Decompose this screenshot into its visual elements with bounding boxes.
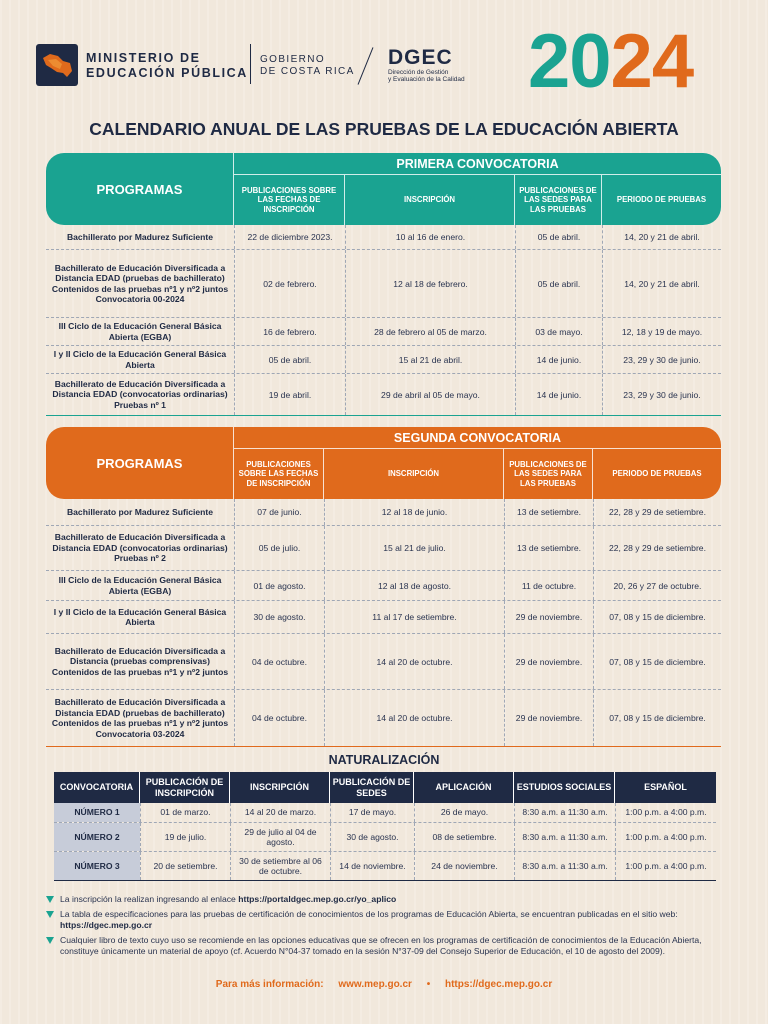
naturalizacion-title: NATURALIZACIÓN [328,753,440,767]
dgec-logo: DGEC [388,46,453,69]
primera-convocatoria-table [46,153,721,416]
program-name: III Ciclo de la Educación General Básica Abierta (EGBA) [58,321,222,342]
table-row [46,526,721,571]
convocatoria-title: PRIMERA CONVOCATORIA [234,153,721,175]
table-row [46,318,721,346]
periodo-date: 23, 29 y 30 de junio. [602,346,721,373]
col-header-inscripcion: INSCRIPCIÓN [345,175,515,225]
program-name: Bachillerato de Educación Diversificada a Distancia EDAD (pruebas de bachillerato) Contenidos de las pruebas nº1 y nº2 juntos Convocatoria 00-2024 [51,262,229,304]
sedes-date: 14 de junio. [515,346,602,373]
header-slash [358,47,374,84]
periodo-date: 23, 29 y 30 de junio. [602,374,721,415]
inscripcion-date: 10 al 16 de enero. [345,225,515,249]
notes-list [46,894,724,961]
col-header-espanol: ESPAÑOL [644,782,687,793]
periodo-date: 07, 08 y 15 de diciembre. [593,601,721,633]
pub-date: 04 de octubre. [234,690,324,746]
periodo-date: 12, 18 y 19 de mayo. [602,318,721,345]
col-header-pub: PUBLICACIONES SOBRE LAS FECHAS DE INSCRIPCIÓN [234,175,345,225]
col-header-periodo: PERIODO DE PRUEBAS [616,195,707,205]
ministry-name: MINISTERIO DE EDUCACIÓN PÚBLICA [86,51,248,80]
header [0,0,768,110]
note-item: La inscripción la realizan ingresando al enlace https://portaldgec.mep.go.cr/yo_aplico [46,894,724,906]
sedes-date: 03 de mayo. [515,318,602,345]
mep-logo [36,44,78,86]
inscripcion-date: 12 al 18 de agosto. [324,571,504,600]
program-name: Bachillerato de Educación Diversificada a Distancia (pruebas comprensivas) Contenidos de las pruebas nº1 y nº2 juntos [51,645,229,677]
periodo-date: 07, 08 y 15 de diciembre. [593,690,721,746]
col-header-pub-sedes: PUBLICACIÓN DE SEDES [330,772,414,803]
pub-date: 19 de abril. [234,374,345,415]
inscripcion-date: 30 de setiembre al 06 de octubre. [230,852,330,880]
naturalizacion-header [54,772,716,803]
col-header-estudios-sociales: ESTUDIOS SOCIALES [514,772,615,803]
pub-sedes-date: 30 de agosto. [330,823,414,851]
dgec-subtitle: Dirección de Gestión y Evaluación de la Calidad [388,69,465,83]
sedes-date: 11 de octubre. [504,571,593,600]
convocatoria-number: NÚMERO 1 [54,803,140,822]
segunda-convocatoria-table [46,427,721,747]
program-name: Bachillerato por Madurez Suficiente [66,231,214,242]
sedes-date: 29 de noviembre. [504,634,593,689]
inscripcion-date: 12 al 18 de febrero. [345,250,515,317]
table-row [46,499,721,526]
inscripcion-date: 14 al 20 de octubre. [324,634,504,689]
col-header-convocatoria: CONVOCATORIA [54,772,140,803]
pub-inscripcion-date: 20 de setiembre. [140,852,230,880]
aplicacion-date: 24 de noviembre. [414,852,514,880]
table-row [54,803,716,823]
convocatoria-number: NÚMERO 3 [54,852,140,880]
costa-rica-map-icon [36,44,78,86]
col-header-sedes: PUBLICACIONES DE LAS SEDES PARA LAS PRUEBAS [515,175,602,225]
pub-date: 02 de febrero. [234,250,345,317]
sedes-date: 13 de setiembre. [504,526,593,570]
sedes-date: 29 de noviembre. [504,690,593,746]
footer-separator: • [426,979,431,990]
table-row [46,225,721,250]
sedes-date: 14 de junio. [515,374,602,415]
col-header-inscripcion: INSCRIPCIÓN [230,772,330,803]
estudios-sociales-time: 8:30 a.m. a 11:30 a.m. [514,803,615,822]
program-name: I y II Ciclo de la Educación General Básica Abierta [53,349,227,370]
inscripcion-date: 15 al 21 de julio. [324,526,504,570]
segunda-header [46,427,721,499]
inscripcion-date: 12 al 18 de junio. [324,499,504,525]
inscripcion-date: 29 de julio al 04 de agosto. [230,823,330,851]
program-name: Bachillerato de Educación Diversificada a Distancia EDAD (convocatorias ordinarias) Pruebas nº 2 [52,532,228,564]
program-name: I y II Ciclo de la Educación General Básica Abierta [53,606,227,627]
col-header-sedes: PUBLICACIONES DE LAS SEDES PARA LAS PRUEBAS [504,449,593,499]
col-header-aplicacion: APLICACIÓN [414,772,514,803]
periodo-date: 07, 08 y 15 de diciembre. [593,634,721,689]
government-name: GOBIERNO DE COSTA RICA [260,54,355,77]
estudios-sociales-time: 8:30 a.m. a 11:30 a.m. [514,823,615,851]
program-name: Bachillerato de Educación Diversificada a Distancia EDAD (pruebas de bachillerato) Contenidos de las pruebas nº1 y nº2 juntos Convocatoria 03-2024 [51,697,229,739]
pub-date: 05 de abril. [234,346,345,373]
col-header-pub: PUBLICACIONES SOBRE LAS FECHAS DE INSCRIPCIÓN [234,449,324,499]
programs-header: PROGRAMAS [46,427,234,499]
espanol-time: 1:00 p.m. a 4:00 p.m. [615,852,716,880]
note-item: La tabla de especificaciones para las pruebas de certificación de conocimientos de los programas de Educación Abierta, se encuentran publicadas en el sitio web: https://dgec.mep.go.cr [46,909,724,932]
dgec-site-link[interactable]: https://dgec.mep.go.cr [60,920,153,930]
pub-date: 16 de febrero. [234,318,345,345]
periodo-date: 14, 20 y 21 de abril. [602,250,721,317]
inscripcion-date: 29 de abril al 05 de mayo. [345,374,515,415]
sedes-date: 13 de setiembre. [504,499,593,525]
inscripcion-date: 14 al 20 de marzo. [230,803,330,822]
inscripcion-date: 15 al 21 de abril. [345,346,515,373]
pub-sedes-date: 17 de mayo. [330,803,414,822]
segunda-rows [46,499,721,747]
program-name: Bachillerato por Madurez Suficiente [66,506,214,517]
pub-date: 22 de diciembre 2023. [234,225,345,249]
table-row [54,852,716,881]
table-row [46,634,721,690]
convocatoria-title: SEGUNDA CONVOCATORIA [234,427,721,449]
year-title: 2024 [528,19,694,104]
naturalizacion-table [54,772,716,881]
table-row [46,601,721,634]
program-name: Bachillerato de Educación Diversificada a Distancia EDAD (convocatorias ordinarias) Pruebas nº 1 [52,378,228,410]
pub-sedes-date: 14 de noviembre. [330,852,414,880]
col-header-periodo: PERIODO DE PRUEBAS [612,469,702,479]
periodo-date: 22, 28 y 29 de setiembre. [593,499,721,525]
triangle-bullet-icon [46,911,54,918]
espanol-time: 1:00 p.m. a 4:00 p.m. [615,823,716,851]
note-item: Cualquier libro de texto cuyo uso se recomiende en las opciones educativas que se ofrecen en los programas de certificación de conocimientos de la Educación Abierta, constituye únicamente un material de apoyo (cf. Acuerdo N°04-37 tomado en la sesión N°37-09 del Consejo Superior de Educación, el 10 de agosto del 2009). [46,935,724,958]
mep-site-link[interactable]: www.mep.go.cr [338,979,412,990]
triangle-bullet-icon [46,896,54,903]
program-name: III Ciclo de la Educación General Básica Abierta (EGBA) [58,575,222,596]
yo-aplico-link[interactable]: https://portaldgec.mep.go.cr/yo_aplico [238,894,397,904]
espanol-time: 1:00 p.m. a 4:00 p.m. [615,803,716,822]
pub-date: 04 de octubre. [234,634,324,689]
table-row [46,690,721,747]
header-divider [250,44,251,84]
pub-inscripcion-date: 19 de julio. [140,823,230,851]
convocatoria-number: NÚMERO 2 [54,823,140,851]
footer-info [0,979,768,990]
dgec-footer-link[interactable]: https://dgec.mep.go.cr [444,979,553,990]
periodo-date: 14, 20 y 21 de abril. [602,225,721,249]
pub-inscripcion-date: 01 de marzo. [140,803,230,822]
sedes-date: 05 de abril. [515,225,602,249]
pub-date: 07 de junio. [234,499,324,525]
sedes-date: 05 de abril. [515,250,602,317]
pub-date: 01 de agosto. [234,571,324,600]
col-header-pub-inscripcion: PUBLICACIÓN DE INSCRIPCIÓN [140,772,230,803]
programs-header: PROGRAMAS [46,153,234,225]
aplicacion-date: 08 de setiembre. [414,823,514,851]
periodo-date: 20, 26 y 27 de octubre. [593,571,721,600]
triangle-bullet-icon [46,937,54,944]
periodo-date: 22, 28 y 29 de setiembre. [593,526,721,570]
table-row [54,823,716,852]
table-row [46,374,721,416]
table-row [46,250,721,318]
pub-date: 05 de julio. [234,526,324,570]
primera-rows [46,225,721,416]
estudios-sociales-time: 8:30 a.m. a 11:30 a.m. [514,852,615,880]
footer-label: Para más información: [215,979,324,990]
inscripcion-date: 28 de febrero al 05 de marzo. [345,318,515,345]
col-header-inscripcion: INSCRIPCIÓN [324,449,504,499]
aplicacion-date: 26 de mayo. [414,803,514,822]
inscripcion-date: 14 al 20 de octubre. [324,690,504,746]
inscripcion-date: 11 al 17 de setiembre. [324,601,504,633]
page-title: CALENDARIO ANUAL DE LAS PRUEBAS DE LA EDUCACIÓN ABIERTA [89,119,679,139]
primera-header [46,153,721,225]
sedes-date: 29 de noviembre. [504,601,593,633]
table-row [46,346,721,374]
pub-date: 30 de agosto. [234,601,324,633]
table-row [46,571,721,601]
